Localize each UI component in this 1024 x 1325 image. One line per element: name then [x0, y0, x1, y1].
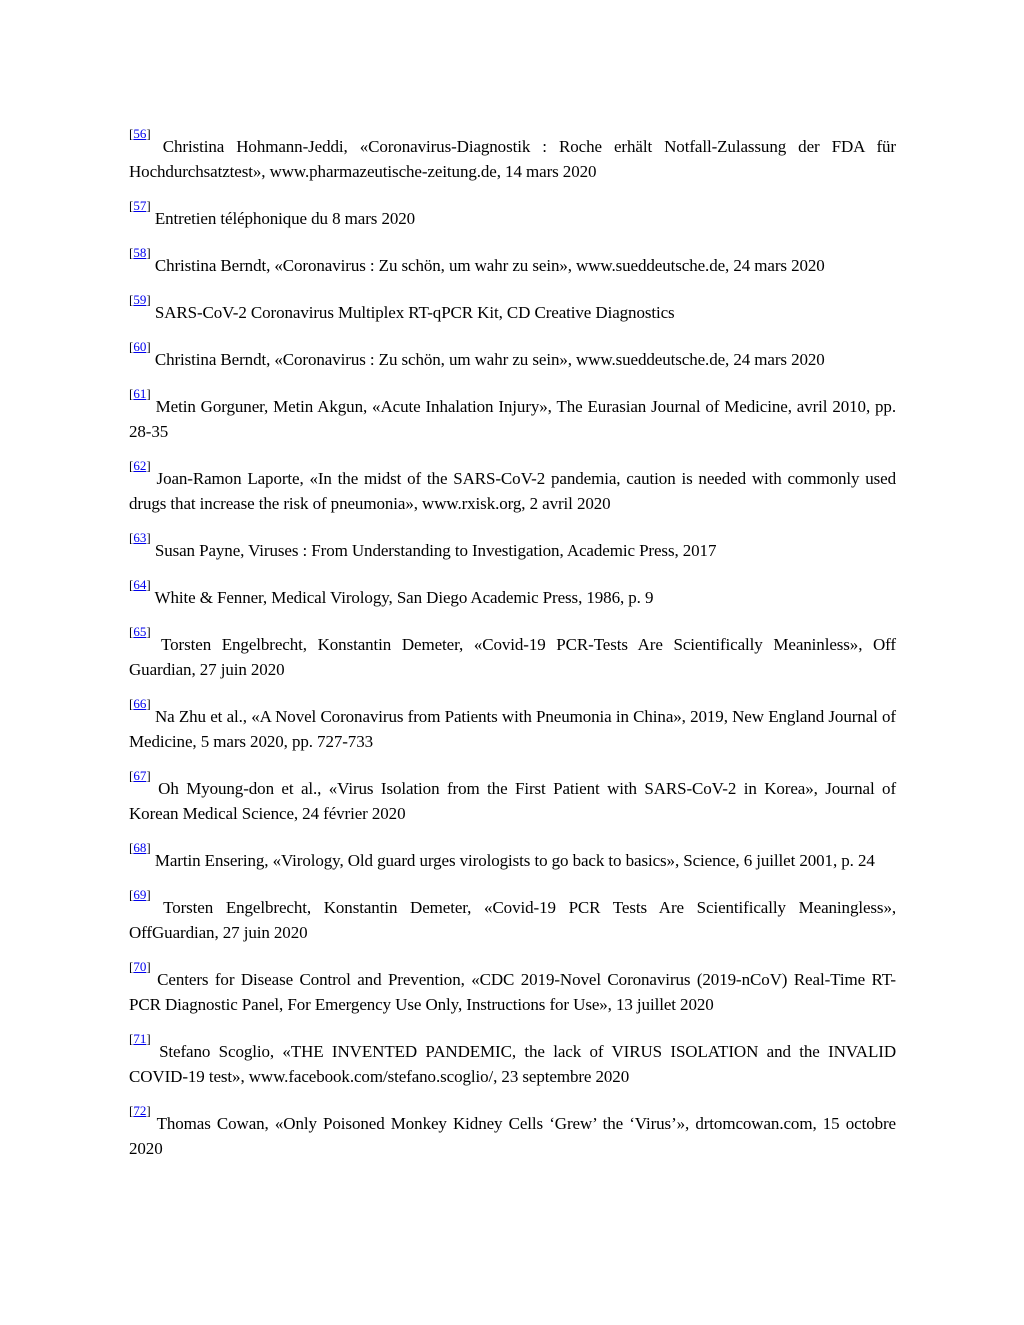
footnote-marker-69 [129, 887, 151, 902]
bracket-close: ] [146, 530, 151, 545]
footnote-64 [129, 571, 896, 610]
bracket-close: ] [146, 339, 151, 354]
footnote-link-71[interactable]: 71 [133, 1031, 147, 1046]
footnote-68 [129, 834, 896, 873]
bracket-open: [ [129, 245, 134, 260]
footnote-link-58[interactable]: 58 [133, 245, 147, 260]
bracket-close: ] [146, 624, 151, 639]
bracket-open: [ [129, 339, 134, 354]
footnote-text-63: Susan Payne, Viruses : From Understanding to Investigation, Academic Press, 2017 [154, 541, 717, 560]
footnote-text-64: White & Fenner, Medical Virology, San Diego Academic Press, 1986, p. 9 [154, 588, 654, 607]
footnote-marker-61 [129, 386, 151, 401]
bracket-open: [ [129, 458, 134, 473]
bracket-open: [ [129, 696, 134, 711]
footnote-marker-67 [129, 768, 151, 783]
footnote-link-72[interactable]: 72 [133, 1103, 147, 1118]
footnote-link-56[interactable]: 56 [133, 126, 147, 141]
bracket-close: ] [146, 887, 151, 902]
footnote-62 [129, 452, 896, 516]
footnote-text-71: Stefano Scoglio, «THE INVENTED PANDEMIC, the lack of VIRUS ISOLATION and the INVALID COVID-19 test», www.facebook.com/stefano.scoglio/, 23 septembre 2020 [129, 1042, 896, 1086]
footnote-text-56: Christina Hohmann-Jeddi, «Coronavirus-Diagnostik : Roche erhält Notfall-Zulassung der FDA für Hochdurchsatztest», www.pharmazeutische-zeitung.de, 14 mars 2020 [129, 137, 896, 181]
footnote-65 [129, 618, 896, 682]
bracket-close: ] [146, 1031, 151, 1046]
footnote-56 [129, 120, 896, 184]
footnote-marker-68 [129, 840, 151, 855]
footnote-text-66: Na Zhu et al., «A Novel Coronavirus from Patients with Pneumonia in China», 2019, New England Journal of Medicine, 5 mars 2020, pp. 727-733 [129, 707, 896, 751]
footnote-marker-62 [129, 458, 151, 473]
bracket-close: ] [146, 245, 151, 260]
footnote-60 [129, 333, 896, 372]
bracket-close: ] [146, 292, 151, 307]
footnote-link-59[interactable]: 59 [133, 292, 147, 307]
footnote-text-62: Joan-Ramon Laporte, «In the midst of the SARS-CoV-2 pandemia, caution is needed with commonly used drugs that increase the risk of pneumonia», www.rxisk.org, 2 avril 2020 [129, 469, 897, 513]
footnote-text-61: Metin Gorguner, Metin Akgun, «Acute Inhalation Injury», The Eurasian Journal of Medicine, avril 2010, pp. 28-35 [129, 397, 896, 441]
footnote-text-68: Martin Ensering, «Virology, Old guard urges virologists to go back to basics», Science, 6 juillet 2001, p. 24 [154, 851, 875, 870]
bracket-open: [ [129, 126, 134, 141]
bracket-open: [ [129, 198, 134, 213]
footnote-text-72: Thomas Cowan, «Only Poisoned Monkey Kidney Cells ‘Grew’ the ‘Virus’», drtomcowan.com, 15 octobre 2020 [129, 1114, 897, 1158]
bracket-open: [ [129, 386, 134, 401]
footnote-marker-56 [129, 126, 151, 141]
footnote-text-70: Centers for Disease Control and Prevention, «CDC 2019-Novel Coronavirus (2019-nCoV) Real-Time RT-PCR Diagnostic Panel, For Emergency Use Only, Instructions for Use», 13 juillet 2020 [129, 970, 896, 1014]
footnote-link-64[interactable]: 64 [133, 577, 147, 592]
footnote-marker-64 [129, 577, 151, 592]
bracket-open: [ [129, 624, 134, 639]
bracket-close: ] [146, 458, 151, 473]
bracket-close: ] [146, 386, 151, 401]
footnote-link-65[interactable]: 65 [133, 624, 147, 639]
footnote-marker-65 [129, 624, 151, 639]
footnote-61 [129, 380, 896, 444]
bracket-close: ] [146, 1103, 151, 1118]
footnote-text-69: Torsten Engelbrecht, Konstantin Demeter, «Covid-19 PCR Tests Are Scientifically Meaningless», OffGuardian, 27 juin 2020 [129, 898, 896, 942]
footnote-marker-66 [129, 696, 151, 711]
footnote-link-62[interactable]: 62 [133, 458, 147, 473]
footnote-66 [129, 690, 896, 754]
footnote-63 [129, 524, 896, 563]
footnote-marker-63 [129, 530, 151, 545]
bracket-close: ] [146, 768, 151, 783]
footnote-marker-59 [129, 292, 151, 307]
footnote-text-65: Torsten Engelbrecht, Konstantin Demeter, «Covid-19 PCR-Tests Are Scientifically Meaninless», Off Guardian, 27 juin 2020 [129, 635, 896, 679]
bracket-close: ] [146, 959, 151, 974]
bracket-close: ] [146, 840, 151, 855]
footnote-71 [129, 1025, 896, 1089]
footnote-text-58: Christina Berndt, «Coronavirus : Zu schön, um wahr zu sein», www.sueddeutsche.de, 24 mars 2020 [154, 256, 825, 275]
footnote-link-57[interactable]: 57 [133, 198, 147, 213]
bracket-open: [ [129, 292, 134, 307]
bracket-open: [ [129, 887, 134, 902]
footnote-72 [129, 1097, 896, 1161]
footnote-marker-72 [129, 1103, 151, 1118]
footnote-57 [129, 192, 896, 231]
bracket-open: [ [129, 840, 134, 855]
bracket-close: ] [146, 696, 151, 711]
bracket-open: [ [129, 530, 134, 545]
footnote-link-61[interactable]: 61 [133, 386, 147, 401]
footnote-link-68[interactable]: 68 [133, 840, 147, 855]
bracket-open: [ [129, 1103, 134, 1118]
footnote-link-60[interactable]: 60 [133, 339, 147, 354]
footnote-text-57: Entretien téléphonique du 8 mars 2020 [154, 209, 416, 228]
bracket-open: [ [129, 959, 134, 974]
footnote-link-69[interactable]: 69 [133, 887, 147, 902]
footnote-link-63[interactable]: 63 [133, 530, 147, 545]
footnote-58 [129, 239, 896, 278]
footnote-link-67[interactable]: 67 [133, 768, 147, 783]
footnote-text-60: Christina Berndt, «Coronavirus : Zu schön, um wahr zu sein», www.sueddeutsche.de, 24 mars 2020 [154, 350, 825, 369]
footnote-69 [129, 881, 896, 945]
bracket-close: ] [146, 577, 151, 592]
footnote-link-70[interactable]: 70 [133, 959, 147, 974]
footnote-70 [129, 953, 896, 1017]
bracket-open: [ [129, 1031, 134, 1046]
bracket-close: ] [146, 126, 151, 141]
footnote-marker-71 [129, 1031, 151, 1046]
footnote-link-66[interactable]: 66 [133, 696, 147, 711]
footnote-67 [129, 762, 896, 826]
footnote-marker-58 [129, 245, 151, 260]
bracket-open: [ [129, 768, 134, 783]
footnote-59 [129, 286, 896, 325]
footnote-marker-70 [129, 959, 151, 974]
bracket-close: ] [146, 198, 151, 213]
footnote-marker-60 [129, 339, 151, 354]
bracket-open: [ [129, 577, 134, 592]
footnote-text-67: Oh Myoung-don et al., «Virus Isolation from the First Patient with SARS-CoV-2 in Korea», Journal of Korean Medical Science, 24 février 2020 [129, 779, 897, 823]
footnote-marker-57 [129, 198, 151, 213]
footnote-text-59: SARS-CoV-2 Coronavirus Multiplex RT-qPCR Kit, CD Creative Diagnostics [154, 303, 675, 322]
